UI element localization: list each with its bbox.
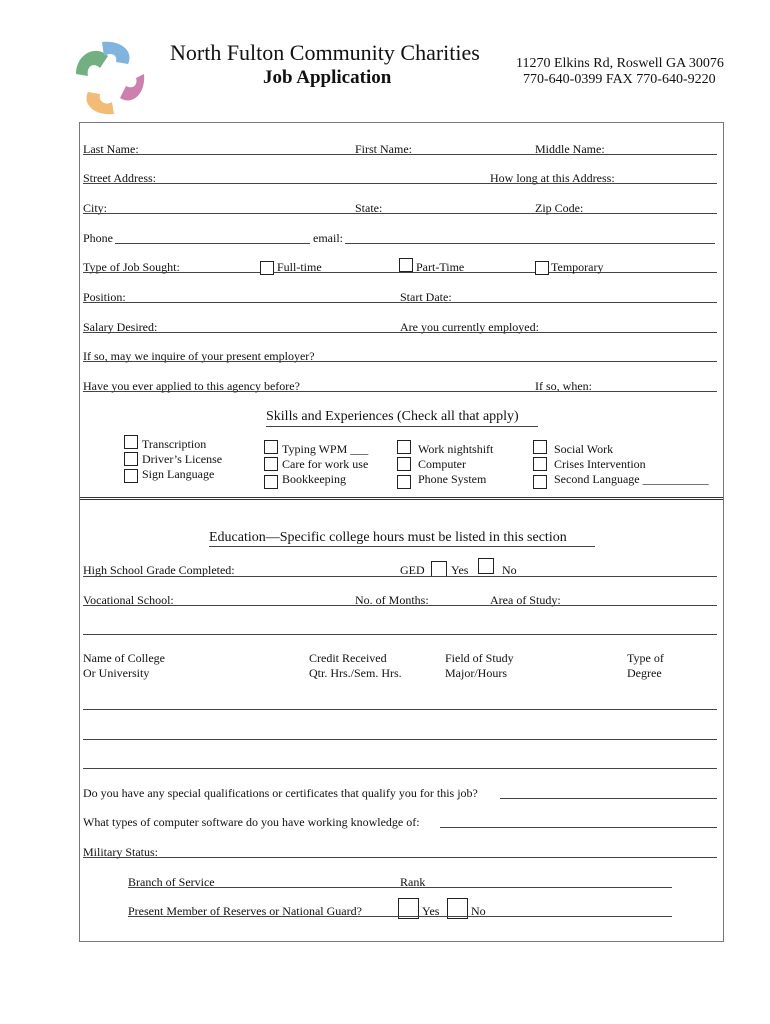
applied-line[interactable] — [83, 391, 717, 392]
skill-sign-language-checkbox[interactable] — [124, 469, 138, 483]
skill-label: Care for work use — [282, 457, 369, 471]
reserves-label: Present Member of Reserves or National Guard? — [128, 904, 362, 918]
skill-second-language-checkbox[interactable] — [533, 475, 547, 489]
skill-typing-checkbox[interactable] — [264, 440, 278, 454]
name-line[interactable] — [83, 154, 717, 155]
ged-label: GED — [400, 563, 425, 577]
skill-label: Computer — [418, 457, 466, 471]
ged-yes-checkbox[interactable] — [431, 561, 447, 577]
ged-no-checkbox[interactable] — [478, 558, 494, 574]
job-type-label: Type of Job Sought: — [83, 260, 180, 274]
phone-line[interactable] — [115, 243, 310, 244]
skill-label: Phone System — [418, 472, 487, 486]
org-name: North Fulton Community Charities — [170, 40, 480, 65]
zip-label: Zip Code: — [535, 201, 584, 215]
skill-label: Second Language ___________ — [554, 472, 709, 486]
qualifications-line[interactable] — [500, 798, 717, 799]
skills-heading: Skills and Experiences (Check all that apply) — [266, 409, 519, 424]
full-time-label: Full-time — [277, 260, 322, 274]
skill-label: Work nightshift — [418, 442, 494, 456]
when-label: If so, when: — [535, 379, 592, 393]
college-row-line[interactable] — [83, 739, 717, 740]
col-credit-header: Credit Received — [309, 651, 387, 665]
street-label: Street Address: — [83, 171, 156, 185]
skill-drivers-license-checkbox[interactable] — [124, 452, 138, 466]
col-college-header: Name of College — [83, 651, 165, 665]
skill-label: Driver’s License — [142, 452, 223, 466]
education-heading-underline — [209, 546, 595, 547]
inquire-line[interactable] — [83, 361, 717, 362]
military-line[interactable] — [83, 857, 717, 858]
applied-label: Have you ever applied to this agency before? — [83, 379, 300, 393]
high-school-line[interactable] — [83, 576, 717, 577]
skills-heading-underline — [266, 426, 538, 427]
position-line[interactable] — [83, 302, 717, 303]
inquire-label: If so, may we inquire of your present employer? — [83, 349, 315, 363]
part-time-label: Part-Time — [416, 260, 465, 274]
email-label: email: — [313, 231, 343, 245]
city-line[interactable] — [83, 213, 717, 214]
skill-label: Social Work — [554, 442, 614, 456]
temporary-checkbox[interactable] — [535, 261, 549, 275]
rank-label: Rank — [400, 875, 426, 889]
skill-phone-system-checkbox[interactable] — [397, 475, 411, 489]
city-label: City: — [83, 201, 108, 215]
vocational-line[interactable] — [83, 605, 717, 606]
full-time-checkbox[interactable] — [260, 261, 274, 275]
skill-label: Typing WPM ___ — [282, 442, 369, 456]
military-label: Military Status: — [83, 845, 158, 859]
street-line[interactable] — [83, 183, 717, 184]
skill-transcription-checkbox[interactable] — [124, 435, 138, 449]
skill-crises-checkbox[interactable] — [533, 457, 547, 471]
college-row-line[interactable] — [83, 709, 717, 710]
org-phone-fax: 770-640-0399 FAX 770-640-9220 — [523, 72, 716, 87]
last-name-label: Last Name: — [83, 142, 139, 156]
form-title: Job Application — [263, 67, 392, 88]
position-label: Position: — [83, 290, 126, 304]
qualifications-label: Do you have any special qualifications or certificates that qualify you for this job? — [83, 786, 478, 800]
months-label: No. of Months: — [355, 593, 429, 607]
section-divider — [80, 497, 723, 500]
high-school-label: High School Grade Completed: — [83, 563, 235, 577]
reserves-line — [128, 916, 672, 917]
start-date-label: Start Date: — [400, 290, 452, 304]
state-label: State: — [355, 201, 383, 215]
software-label: What types of computer software do you have working knowledge of: — [83, 815, 420, 829]
middle-name-label: Middle Name: — [535, 142, 605, 156]
skill-label: Sign Language — [142, 467, 215, 481]
skill-label: Crises Intervention — [554, 457, 646, 471]
col-credit-header-2: Qtr. Hrs./Sem. Hrs. — [309, 666, 402, 680]
reserves-no-label: No — [471, 904, 486, 918]
skill-nightshift-checkbox[interactable] — [397, 440, 411, 454]
part-time-checkbox[interactable] — [399, 258, 413, 272]
vocational-extra-line[interactable] — [83, 634, 717, 635]
reserves-yes-label: Yes — [422, 904, 440, 918]
skill-computer-checkbox[interactable] — [397, 457, 411, 471]
skill-bookkeeping-checkbox[interactable] — [264, 475, 278, 489]
ged-no-label: No — [502, 563, 517, 577]
education-heading: Education—Specific college hours must be listed in this section — [209, 530, 567, 545]
college-row-line[interactable] — [83, 768, 717, 769]
email-line[interactable] — [345, 243, 715, 244]
employed-label: Are you currently employed: — [400, 320, 539, 334]
job-type-line — [83, 272, 717, 273]
col-degree-header: Type of — [627, 651, 664, 665]
first-name-label: First Name: — [355, 142, 412, 156]
salary-label: Salary Desired: — [83, 320, 158, 334]
skill-care-checkbox[interactable] — [264, 457, 278, 471]
phone-label: Phone — [83, 231, 113, 245]
col-field-header: Field of Study — [445, 651, 514, 665]
temporary-label: Temporary — [551, 260, 604, 274]
skill-label: Transcription — [142, 437, 207, 451]
skill-social-work-checkbox[interactable] — [533, 440, 547, 454]
branch-label: Branch of Service — [128, 875, 215, 889]
how-long-label: How long at this Address: — [490, 171, 615, 185]
col-degree-header-2: Degree — [627, 666, 662, 680]
skill-label: Bookkeeping — [282, 472, 346, 486]
ged-yes-label: Yes — [451, 563, 469, 577]
branch-line[interactable] — [128, 887, 672, 888]
col-college-header-2: Or University — [83, 666, 150, 680]
software-line[interactable] — [440, 827, 717, 828]
hands-logo — [66, 34, 152, 120]
col-field-header-2: Major/Hours — [445, 666, 507, 680]
vocational-label: Vocational School: — [83, 593, 174, 607]
org-address: 11270 Elkins Rd, Roswell GA 30076 — [516, 56, 724, 71]
area-label: Area of Study: — [490, 593, 561, 607]
salary-line[interactable] — [83, 332, 717, 333]
